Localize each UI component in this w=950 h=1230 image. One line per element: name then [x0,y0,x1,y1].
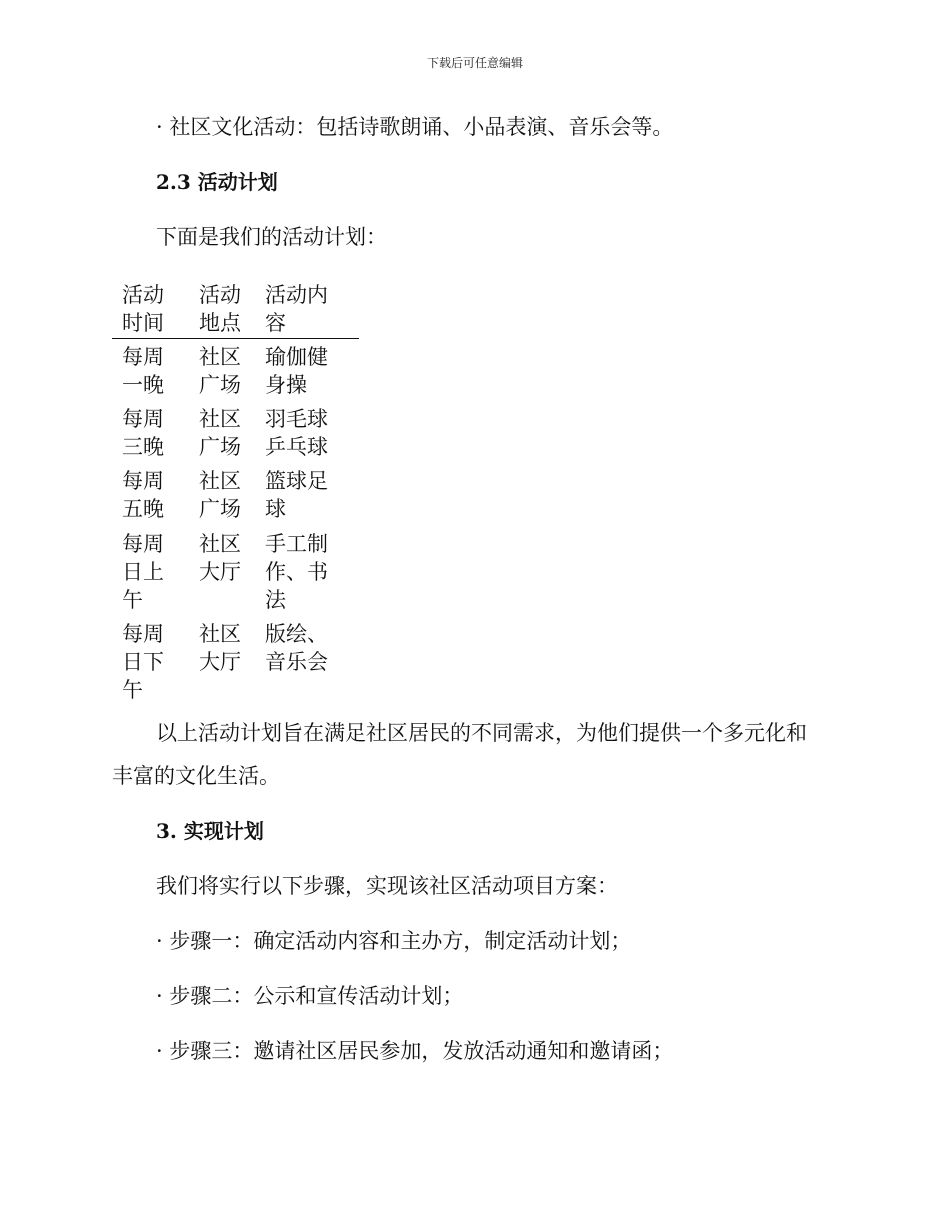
table-header-time: 活动 时间 [122,283,164,335]
table-cell-location: 社区 广场 [199,345,241,397]
table-cell-time: 每周 一晚 [122,345,164,397]
summary-paragraph-line1: 以上活动计划旨在满足社区居民的不同需求，为他们提供一个多元化和 [156,721,807,745]
table-cell-location: 社区 大厅 [199,532,241,584]
table-cell-content: 手工制 作、书 法 [265,532,328,612]
step-one: · 步骤一：确定活动内容和主办方，制定活动计划； [156,929,632,953]
table-cell-time: 每周 五晚 [122,469,164,521]
table-cell-time: 每周 日下 午 [122,622,164,702]
table-cell-location: 社区 广场 [199,469,241,521]
table-cell-content: 版绘、 音乐会 [265,622,328,674]
table-header-content: 活动内 容 [265,283,328,335]
table-cell-content: 瑜伽健 身操 [265,345,328,397]
table-cell-location: 社区 大厅 [199,622,241,674]
table-header-location: 活动 地点 [199,283,241,335]
table-cell-content: 篮球足 球 [265,469,328,521]
bullet-culture-activities: · 社区文化活动：包括诗歌朗诵、小品表演、音乐会等。 [156,115,674,139]
table-cell-time: 每周 三晚 [122,407,164,459]
steps-intro-text: 我们将实行以下步骤，实现该社区活动项目方案： [156,874,618,898]
step-three: · 步骤三：邀请社区居民参加，发放活动通知和邀请函； [156,1039,674,1063]
step-two: · 步骤二：公示和宣传活动计划； [156,984,464,1008]
summary-paragraph-line2: 丰富的文化生活。 [112,764,280,788]
table-cell-location: 社区 广场 [199,407,241,459]
page-header: 下载后可任意编辑 [426,56,523,70]
table-header-rule [112,338,359,339]
table-cell-content: 羽毛球 乒乓球 [265,407,328,459]
section-heading-3: 3. 实现计划 [156,819,264,843]
table-cell-time: 每周 日上 午 [122,532,164,612]
section-heading-2-3: 2.3 活动计划 [156,170,278,194]
plan-intro-text: 下面是我们的活动计划： [156,225,387,249]
